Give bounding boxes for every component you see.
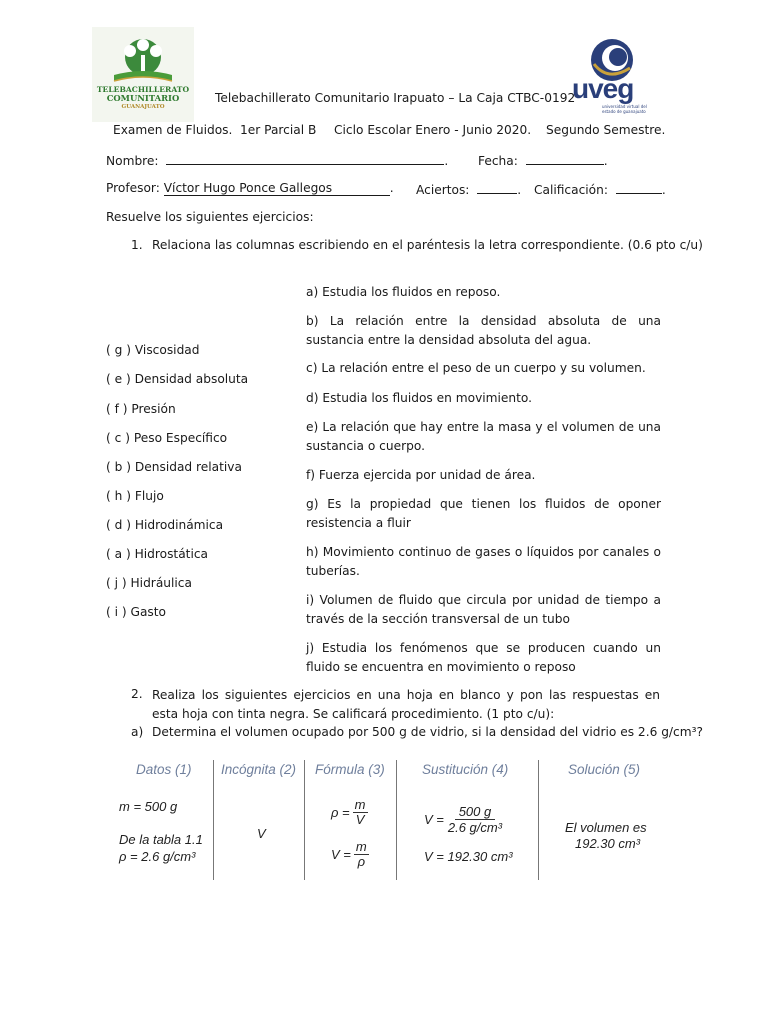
table-divider [538,760,539,880]
uveg-subtext: universidad virtual del estado de guanajuato [602,104,647,114]
match-right-item: e) La relación que hay entre la masa y el volumen de una sustancia o cuerpo. [306,420,661,453]
grade-field[interactable]: Calificación: . [534,183,666,197]
date-field[interactable]: Fecha: . [478,154,608,168]
match-right-item: c) La relación entre el peso de un cuerpo y su volumen. [306,361,646,375]
match-right-item: i) Volumen de fluido que circula por unidad de tiempo a través de la sección transversal de un tubo [306,593,661,626]
instructions: Resuelve los siguientes ejercicios: [106,210,314,224]
logo-text-line-2: COMUNITARIO [106,93,180,103]
exam-title: Examen de Fluidos. [113,123,233,137]
hits-field[interactable]: Aciertos: . [416,183,522,197]
match-right-item: j) Estudia los fenómenos que se producen cuando un fluido se encuentra en movimiento o reposo [306,641,661,674]
match-left-item: ( j ) Hidráulica [106,576,192,590]
table-header: Incógnita (2) [221,762,297,777]
uveg-wordmark: uveg [572,73,634,104]
match-left-item: ( f ) Presión [106,402,176,416]
incognita-value: V [257,826,266,841]
name-blank[interactable] [166,152,444,165]
datos-mass: m = 500 g [119,799,178,814]
match-left-item: ( i ) Gasto [106,605,167,619]
formula-volume: V = $\frac{m}{\rho}$ [331,839,367,869]
q2a-text: Determina el volumen ocupado por 500 g de vidrio, si la densidad del vidrio es 2.6 g/cm³? [152,725,703,739]
datos-source: De la tabla 1.1 [119,832,203,847]
substitution-result: V = 192.30 cm³ [424,849,513,864]
logo-text-line-1: TELEBACHILLERATO [96,85,190,94]
grade-blank[interactable] [616,181,662,194]
match-left-item: ( b ) Densidad relativa [106,460,242,474]
name-label: Nombre: [106,154,159,168]
grade-label: Calificación: [534,183,608,197]
q1-number: 1. [131,238,143,252]
teacher-value: Víctor Hugo Ponce Gallegos [164,181,390,196]
hits-blank[interactable] [477,181,517,194]
date-blank[interactable] [526,152,604,165]
match-right-item: a) Estudia los fluidos en reposo. [306,285,501,299]
hits-label: Aciertos: [416,183,470,197]
exam-partial: 1er Parcial B [240,123,317,137]
table-header: Solución (5) [568,762,641,777]
solution-line-2: 192.30 cm³ [575,836,641,851]
solution-line-1: El volumen es [565,820,647,835]
match-left-item: ( h ) Flujo [106,489,164,503]
table-divider [396,760,397,880]
match-right-item: g) Es la propiedad que tienen los fluidos de oponer resistencia a fluir [306,497,661,530]
school-cycle: Ciclo Escolar Enero - Junio 2020. [334,123,532,137]
table-header: Sustitución (4) [422,762,509,777]
match-left-item: ( d ) Hidrodinámica [106,518,224,532]
table-divider [304,760,305,880]
q2-text: Realiza los siguientes ejercicios en una hoja en blanco y pon las respuestas en esta hoja con tinta negra. Se calificará procedimiento. (1 pto c/u): [152,688,660,721]
formula-density: ρ = $\frac{m}{V}$ [331,797,366,827]
datos-density: ρ = 2.6 g/cm³ [119,849,196,864]
teacher-field: Profesor: Víctor Hugo Ponce Gallegos . [106,181,394,195]
q1-text: Relaciona las columnas escribiendo en el paréntesis la letra correspondiente. (0.6 pto c/u) [152,238,703,252]
telebachillerato-logo [92,27,194,122]
match-right-item: h) Movimiento continuo de gases o líquidos por canales o tuberías. [306,545,661,578]
match-left-item: ( g ) Viscosidad [106,343,200,357]
table-header: Datos (1) [136,762,192,777]
table-header: Fórmula (3) [315,762,385,777]
q2-number: 2. [131,687,143,701]
uveg-logo [568,36,652,118]
match-right-item: d) Estudia los fluidos en movimiento. [306,391,533,405]
semester: Segundo Semestre. [546,123,666,137]
school-line: Telebachillerato Comunitario Irapuato – La Caja CTBC-0192 [215,91,576,105]
name-field[interactable]: Nombre: . [106,154,449,168]
q2a-label: a) [131,725,144,739]
match-right-item: b) La relación entre la densidad absoluta de una sustancia entre la densidad absoluta del agua. [306,314,661,347]
table-divider [213,760,214,880]
match-left-item: ( e ) Densidad absoluta [106,372,249,386]
match-left-item: ( c ) Peso Específico [106,431,228,445]
teacher-label: Profesor: [106,181,160,195]
date-label: Fecha: [478,154,518,168]
match-right-item: f) Fuerza ejercida por unidad de área. [306,468,536,482]
match-left-item: ( a ) Hidrostática [106,547,209,561]
substitution-step: V = $\frac{500 g}{\text{2.6 g/cm³}}$ [424,804,503,835]
logo-text-line-3: GUANAJUATO [121,104,165,110]
